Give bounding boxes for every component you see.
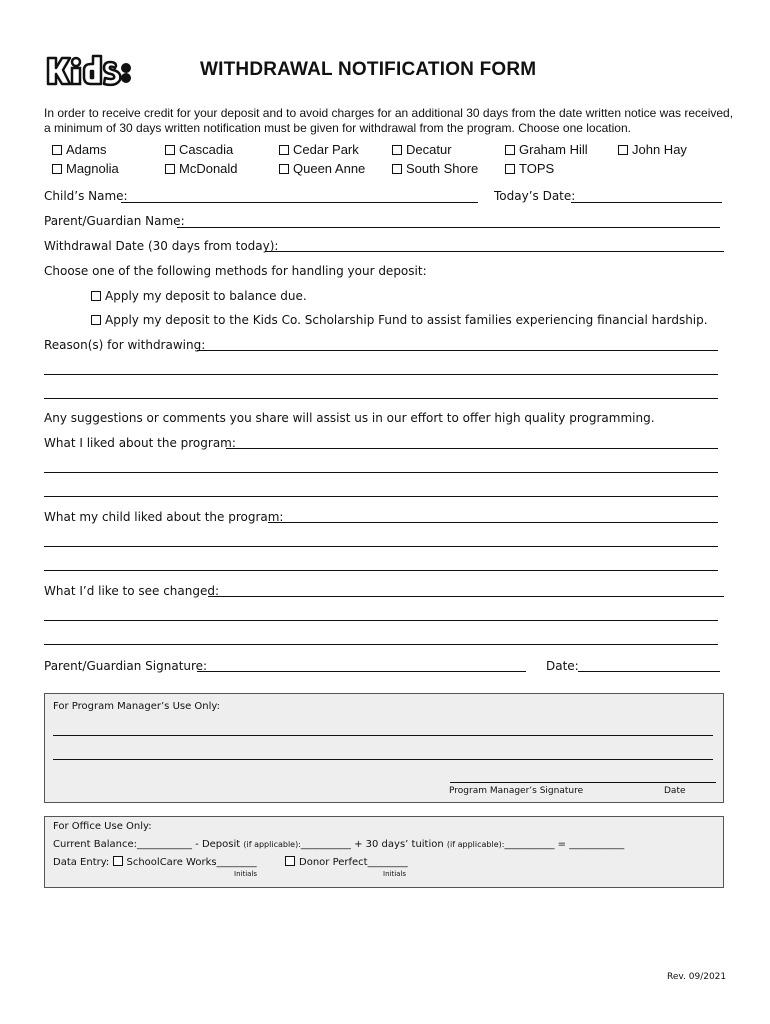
location-decatur[interactable]: Decatur [392, 142, 452, 157]
checkbox-icon [505, 145, 515, 155]
reasons-field-line[interactable] [44, 398, 718, 399]
deposit-option-scholarship[interactable]: Apply my deposit to the Kids Co. Scholarship Fund to assist families experiencing financial hardship. [91, 313, 708, 327]
child-liked-field[interactable] [268, 522, 718, 523]
location-cedar-park[interactable]: Cedar Park [279, 142, 359, 157]
initials-label: Initials [234, 870, 258, 878]
todays-date-label: Today’s Date: [494, 189, 576, 203]
deposit-option-balance[interactable]: Apply my deposit to balance due. [91, 289, 307, 303]
todays-date-field[interactable] [571, 202, 722, 203]
checkbox-icon [279, 145, 289, 155]
signature-label: Parent/Guardian Signature: [44, 659, 208, 673]
liked-field[interactable] [226, 448, 718, 449]
checkbox-icon [52, 145, 62, 155]
guardian-name-field[interactable] [177, 227, 720, 228]
reasons-label: Reason(s) for withdrawing: [44, 338, 206, 352]
form-title: WITHDRAWAL NOTIFICATION FORM [200, 59, 537, 80]
data-entry-row: Data Entry: SchoolCare Works________ [53, 857, 257, 868]
office-use-box [44, 816, 724, 888]
changed-field-line[interactable] [44, 620, 718, 621]
child-liked-field-line[interactable] [44, 570, 718, 571]
child-name-field[interactable] [121, 202, 478, 203]
suggestions-text: Any suggestions or comments you share will assist us in our effort to offer high quality programming. [44, 411, 655, 425]
manager-signature-field[interactable] [450, 782, 716, 783]
checkbox-icon [113, 856, 123, 866]
location-queen-anne[interactable]: Queen Anne [279, 161, 365, 176]
kids-co-logo [44, 50, 132, 90]
initials-label: Initials [383, 870, 407, 878]
liked-label: What I liked about the program: [44, 436, 236, 450]
manager-notes-line[interactable] [53, 735, 713, 736]
location-cascadia[interactable]: Cascadia [165, 142, 233, 157]
checkbox-icon [52, 164, 62, 174]
date-label: Date: [546, 659, 579, 673]
checkbox-icon [165, 164, 175, 174]
location-south-shore[interactable]: South Shore [392, 161, 478, 176]
office-box-title: For Office Use Only: [53, 821, 152, 832]
deposit-prompt: Choose one of the following methods for handling your deposit: [44, 264, 427, 278]
revision-text: Rev. 09/2021 [667, 972, 727, 982]
manager-date-label: Date [664, 786, 686, 796]
guardian-name-label: Parent/Guardian Name: [44, 214, 185, 228]
location-john-hay[interactable]: John Hay [618, 142, 687, 157]
checkbox-icon [165, 145, 175, 155]
donor-perfect-option[interactable]: Donor Perfect________ [285, 856, 408, 868]
intro-text: In order to receive credit for your deposit and to avoid charges for an additional 30 days from the date written notice was received, a minimum of 30 days written notification must be given for withdrawal from the program. Choose one location. [44, 106, 734, 135]
location-graham-hill[interactable]: Graham Hill [505, 142, 588, 157]
changed-field-line[interactable] [44, 644, 718, 645]
liked-field-line[interactable] [44, 496, 718, 497]
child-name-label: Child’s Name: [44, 189, 128, 203]
liked-field-line[interactable] [44, 472, 718, 473]
reasons-field[interactable] [197, 350, 718, 351]
withdrawal-date-label: Withdrawal Date (30 days from today): [44, 239, 279, 253]
changed-field[interactable] [208, 596, 724, 597]
child-liked-label: What my child liked about the program: [44, 510, 284, 524]
checkbox-icon [279, 164, 289, 174]
schoolcare-option[interactable]: SchoolCare Works________ [113, 857, 257, 868]
signature-field[interactable] [197, 671, 526, 672]
checkbox-icon [505, 164, 515, 174]
withdrawal-date-field[interactable] [265, 251, 724, 252]
manager-box-title: For Program Manager’s Use Only: [53, 701, 220, 712]
checkbox-icon [91, 315, 101, 325]
checkbox-icon [392, 164, 402, 174]
checkbox-icon [392, 145, 402, 155]
checkbox-icon [618, 145, 628, 155]
location-adams[interactable]: Adams [52, 142, 106, 157]
location-magnolia[interactable]: Magnolia [52, 161, 119, 176]
manager-notes-line[interactable] [53, 759, 713, 760]
program-manager-box [44, 693, 724, 803]
child-liked-field-line[interactable] [44, 546, 718, 547]
location-mcdonald[interactable]: McDonald [165, 161, 238, 176]
checkbox-icon [91, 291, 101, 301]
manager-signature-label: Program Manager’s Signature [449, 786, 584, 796]
reasons-field-line[interactable] [44, 374, 718, 375]
checkbox-icon [285, 856, 295, 866]
location-tops[interactable]: TOPS [505, 161, 554, 176]
changed-label: What I’d like to see changed: [44, 584, 220, 598]
date-field[interactable] [578, 671, 720, 672]
office-balance-row: Current Balance:___________ - Deposit (if applicable):__________ + 30 days’ tuition (if applicable):__________ = ___________ [53, 839, 625, 850]
